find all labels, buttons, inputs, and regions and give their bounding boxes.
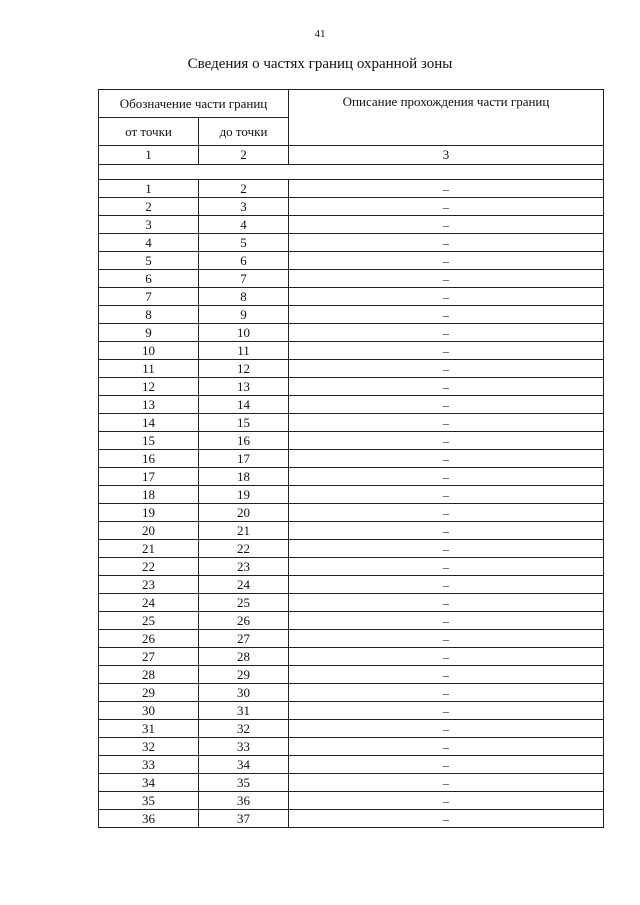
table-row (99, 666, 604, 684)
to-point-cell: 37 (199, 810, 289, 828)
to-point-cell: 11 (199, 342, 289, 360)
description-cell: – (289, 738, 604, 756)
description-cell: – (289, 576, 604, 594)
table-row (99, 450, 604, 468)
description-cell: – (289, 414, 604, 432)
from-point-cell: 12 (99, 378, 199, 396)
description-cell: – (289, 252, 604, 270)
table-row (99, 216, 604, 234)
header-to-point: до точки (199, 118, 289, 146)
from-point-cell: 6 (99, 270, 199, 288)
to-point-cell: 36 (199, 792, 289, 810)
from-point-cell: 9 (99, 324, 199, 342)
to-point-cell: 8 (199, 288, 289, 306)
description-cell: – (289, 432, 604, 450)
from-point-cell: 33 (99, 756, 199, 774)
from-point-cell: 24 (99, 594, 199, 612)
from-point-cell: 2 (99, 198, 199, 216)
table-row (99, 504, 604, 522)
from-point-cell: 21 (99, 540, 199, 558)
table-row (99, 342, 604, 360)
to-point-cell: 6 (199, 252, 289, 270)
to-point-cell: 2 (199, 180, 289, 198)
description-cell: – (289, 756, 604, 774)
table-row (99, 792, 604, 810)
to-point-cell: 3 (199, 198, 289, 216)
table-row (99, 558, 604, 576)
to-point-cell: 10 (199, 324, 289, 342)
table-row (99, 360, 604, 378)
description-cell: – (289, 630, 604, 648)
table-row (99, 324, 604, 342)
from-point-cell: 31 (99, 720, 199, 738)
description-cell: – (289, 288, 604, 306)
from-point-cell: 28 (99, 666, 199, 684)
from-point-cell: 5 (99, 252, 199, 270)
table-row (99, 702, 604, 720)
table-row (99, 774, 604, 792)
to-point-cell: 4 (199, 216, 289, 234)
description-cell: – (289, 234, 604, 252)
to-point-cell: 24 (199, 576, 289, 594)
description-cell: – (289, 684, 604, 702)
description-cell: – (289, 450, 604, 468)
from-point-cell: 23 (99, 576, 199, 594)
table-row (99, 540, 604, 558)
description-cell: – (289, 324, 604, 342)
description-cell: – (289, 702, 604, 720)
description-cell: – (289, 486, 604, 504)
description-cell: – (289, 468, 604, 486)
table-row (99, 198, 604, 216)
table-row (99, 522, 604, 540)
from-point-cell: 29 (99, 684, 199, 702)
to-point-cell: 7 (199, 270, 289, 288)
table-row (99, 432, 604, 450)
to-point-cell: 34 (199, 756, 289, 774)
from-point-cell: 4 (99, 234, 199, 252)
description-cell: – (289, 666, 604, 684)
boundary-table (98, 89, 604, 828)
description-cell: – (289, 648, 604, 666)
from-point-cell: 17 (99, 468, 199, 486)
table-row (99, 378, 604, 396)
description-cell: – (289, 378, 604, 396)
from-point-cell: 3 (99, 216, 199, 234)
description-cell: – (289, 504, 604, 522)
description-cell: – (289, 522, 604, 540)
description-cell: – (289, 774, 604, 792)
table-row (99, 594, 604, 612)
description-cell: – (289, 216, 604, 234)
from-point-cell: 7 (99, 288, 199, 306)
table-row (99, 468, 604, 486)
to-point-cell: 13 (199, 378, 289, 396)
to-point-cell: 32 (199, 720, 289, 738)
page-number: 41 (314, 28, 326, 40)
table-row (99, 738, 604, 756)
header-description: Описание прохождения части границ (289, 90, 604, 146)
table-row (99, 414, 604, 432)
to-point-cell: 9 (199, 306, 289, 324)
to-point-cell: 18 (199, 468, 289, 486)
to-point-cell: 5 (199, 234, 289, 252)
to-point-cell: 31 (199, 702, 289, 720)
from-point-cell: 15 (99, 432, 199, 450)
from-point-cell: 22 (99, 558, 199, 576)
to-point-cell: 21 (199, 522, 289, 540)
table-row (99, 630, 604, 648)
from-point-cell: 11 (99, 360, 199, 378)
from-point-cell: 35 (99, 792, 199, 810)
description-cell: – (289, 540, 604, 558)
description-cell: – (289, 612, 604, 630)
from-point-cell: 32 (99, 738, 199, 756)
description-cell: – (289, 792, 604, 810)
to-point-cell: 19 (199, 486, 289, 504)
column-number: 1 (99, 146, 199, 165)
description-cell: – (289, 360, 604, 378)
to-point-cell: 14 (199, 396, 289, 414)
from-point-cell: 16 (99, 450, 199, 468)
table-row (99, 756, 604, 774)
to-point-cell: 22 (199, 540, 289, 558)
table-row (99, 234, 604, 252)
from-point-cell: 30 (99, 702, 199, 720)
table-row (99, 612, 604, 630)
to-point-cell: 30 (199, 684, 289, 702)
to-point-cell: 33 (199, 738, 289, 756)
from-point-cell: 18 (99, 486, 199, 504)
description-cell: – (289, 180, 604, 198)
from-point-cell: 25 (99, 612, 199, 630)
from-point-cell: 19 (99, 504, 199, 522)
from-point-cell: 36 (99, 810, 199, 828)
to-point-cell: 15 (199, 414, 289, 432)
header-boundary-part: Обозначение части границ (99, 90, 289, 118)
description-cell: – (289, 594, 604, 612)
description-cell: – (289, 558, 604, 576)
to-point-cell: 29 (199, 666, 289, 684)
from-point-cell: 20 (99, 522, 199, 540)
from-point-cell: 27 (99, 648, 199, 666)
blank-row (99, 165, 604, 180)
table-row (99, 288, 604, 306)
description-cell: – (289, 720, 604, 738)
table-row (99, 252, 604, 270)
from-point-cell: 13 (99, 396, 199, 414)
description-cell: – (289, 198, 604, 216)
table-row (99, 486, 604, 504)
table-row (99, 270, 604, 288)
from-point-cell: 26 (99, 630, 199, 648)
column-number: 2 (199, 146, 289, 165)
from-point-cell: 8 (99, 306, 199, 324)
document-title: Сведения о частях границ охранной зоны (187, 56, 453, 72)
header-from-point: от точки (99, 118, 199, 146)
to-point-cell: 27 (199, 630, 289, 648)
description-cell: – (289, 270, 604, 288)
column-number: 3 (289, 146, 604, 165)
description-cell: – (289, 396, 604, 414)
table-row (99, 684, 604, 702)
description-cell: – (289, 810, 604, 828)
table-row (99, 396, 604, 414)
from-point-cell: 34 (99, 774, 199, 792)
to-point-cell: 23 (199, 558, 289, 576)
to-point-cell: 25 (199, 594, 289, 612)
description-cell: – (289, 342, 604, 360)
table-row (99, 306, 604, 324)
table-row (99, 648, 604, 666)
to-point-cell: 16 (199, 432, 289, 450)
from-point-cell: 10 (99, 342, 199, 360)
to-point-cell: 12 (199, 360, 289, 378)
to-point-cell: 28 (199, 648, 289, 666)
to-point-cell: 26 (199, 612, 289, 630)
to-point-cell: 17 (199, 450, 289, 468)
table-row (99, 720, 604, 738)
to-point-cell: 35 (199, 774, 289, 792)
table-row (99, 180, 604, 198)
description-cell: – (289, 306, 604, 324)
to-point-cell: 20 (199, 504, 289, 522)
table-row (99, 576, 604, 594)
table-row (99, 810, 604, 828)
from-point-cell: 1 (99, 180, 199, 198)
from-point-cell: 14 (99, 414, 199, 432)
